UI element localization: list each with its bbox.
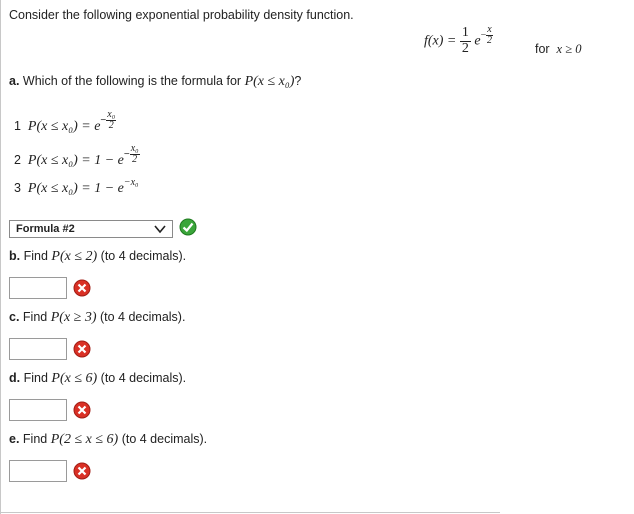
intro-text: Consider the following exponential probability density function. <box>9 8 354 22</box>
x-mark-icon <box>73 462 91 480</box>
option-1: 1 P(x ≤ x₀) = e− $\frac{\text{x₀}}{2}$ <box>14 109 116 135</box>
part-e-question: e. Find P(2 ≤ x ≤ 6) (to 4 decimals). <box>9 432 208 447</box>
pdf-condition: for x ≥ 0 <box>535 42 582 56</box>
part-c-question: c. Find P(x ≥ 3) (to 4 decimals). <box>9 310 186 325</box>
x-mark-icon <box>73 340 91 358</box>
pdf-fraction: $\frac{1}{2}$ <box>461 25 469 56</box>
part-b-question: b. Find P(x ≤ 2) (to 4 decimals). <box>9 249 187 264</box>
check-icon <box>179 218 197 236</box>
option-3: 3 P(x ≤ x₀) = 1 − e−x₀ <box>14 177 139 196</box>
chevron-down-icon <box>154 224 166 234</box>
x-mark-icon <box>73 401 91 419</box>
part-d-answer-input[interactable] <box>9 399 67 421</box>
pdf-exponent: $\frac{x}{2}$ <box>486 23 492 46</box>
part-b-answer-input[interactable] <box>9 277 67 299</box>
part-d-question: d. Find P(x ≤ 6) (to 4 decimals). <box>9 371 187 386</box>
pdf-lhs: f(x) = <box>424 33 457 49</box>
bottom-divider <box>0 512 500 513</box>
part-e-answer-input[interactable] <box>9 460 67 482</box>
option-2: 2 P(x ≤ x₀) = 1 − e− $\frac{\text{x₀}}{2}$ <box>14 143 139 169</box>
formula-select-value: Formula #2 <box>16 223 75 235</box>
x-mark-icon <box>73 279 91 297</box>
pdf-formula: f(x) = $\frac{1}{2}$ e− $\frac{x}{2}$ <box>424 23 492 56</box>
part-c-answer-input[interactable] <box>9 338 67 360</box>
formula-select[interactable] <box>9 220 173 238</box>
part-a-question: a. Which of the following is the formula for P(x ≤ x₀)? <box>9 74 302 89</box>
pdf-base: e <box>474 33 481 49</box>
